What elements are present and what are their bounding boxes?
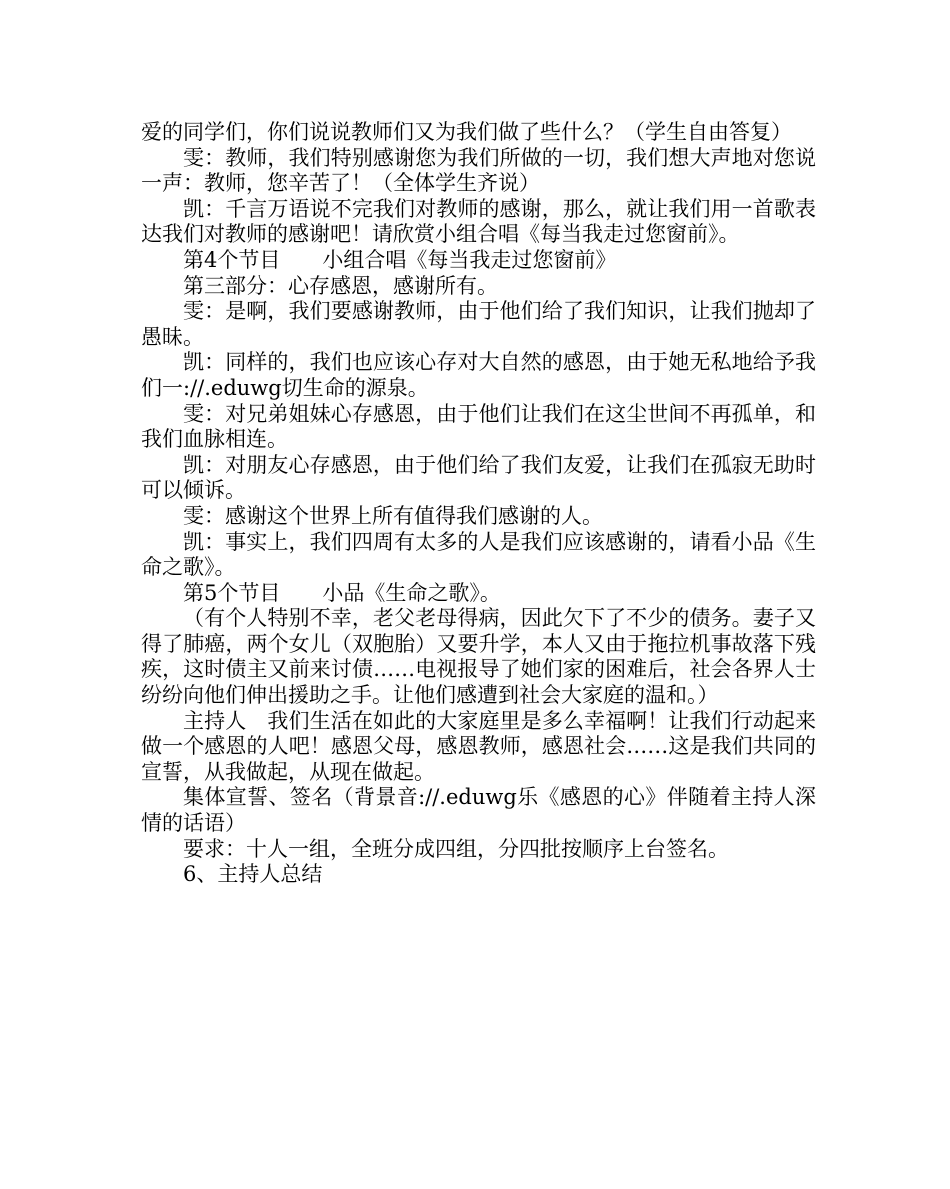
paragraph-10: 雯：感谢这个世界上所有值得我们感谢的人。 <box>183 503 603 528</box>
paragraph-11: 凯：事实上，我们四周有太多的人是我们应该感谢的，请看小品《生命之歌》。 <box>141 529 816 580</box>
document-body <box>141 120 816 888</box>
program-4-heading: 第4个节目 小组合唱《每当我走过您窗前》 <box>183 247 617 272</box>
host-summary-heading: 6、主持人总结 <box>183 862 323 887</box>
paragraph-2: 雯：教师，我们特别感谢您为我们所做的一切，我们想大声地对您说一声：教师，您辛苦了！（全体学生齐说） <box>141 145 816 196</box>
paragraph-9: 凯：对朋友心存感恩，由于他们给了我们友爱，让我们在孤寂无助时可以倾诉。 <box>141 452 816 503</box>
program-5-heading: 第5个节目 小品《生命之歌》。 <box>183 580 501 605</box>
requirements-paragraph: 要求：十人一组，全班分成四组，分四批按顺序上台签名。 <box>183 836 729 861</box>
paragraph-8: 雯：对兄弟姐妹心存感恩，由于他们让我们在这尘世间不再孤单，和我们血脉相连。 <box>141 401 816 452</box>
paragraph-7: 凯：同样的，我们也应该心存对大自然的感恩，由于她无私地给予我们一://.eduwg切生命的源泉。 <box>141 350 816 400</box>
oath-signing-paragraph: 集体宣誓、签名（背景音://.eduwg乐《感恩的心》伴随着主持人深情的话语） <box>141 785 816 836</box>
paragraph-3: 凯：千言万语说不完我们对教师的感谢，那么，就让我们用一首歌表达我们对教师的感谢吧！请欣赏小组合唱《每当我走过您窗前》。 <box>141 196 816 247</box>
paragraph-1: 爱的同学们，你们说说教师们又为我们做了些什么？（学生自由答复） <box>141 120 792 144</box>
part-3-heading: 第三部分：心存感恩，感谢所有。 <box>183 273 498 298</box>
skit-description: （有个人特别不幸，老父老母得病，因此欠下了不少的债务。妻子又得了肺癌，两个女儿（双胞胎）又要升学，本人又由于拖拉机事故落下残疾，这时债主又前来讨债……电视报导了她们家的困难后，社会各界人士纷纷向他们伸出援助之手。让他们感遭到社会大家庭的温和。） <box>141 606 816 708</box>
host-paragraph: 主持人 我们生活在如此的大家庭里是多么幸福啊！让我们行动起来做一个感恩的人吧！感恩父母，感恩教师，感恩社会……这是我们共同的宣誓，从我做起，从现在做起。 <box>141 708 816 784</box>
paragraph-6: 雯：是啊，我们要感谢教师，由于他们给了我们知识，让我们抛却了愚昧。 <box>141 299 816 349</box>
